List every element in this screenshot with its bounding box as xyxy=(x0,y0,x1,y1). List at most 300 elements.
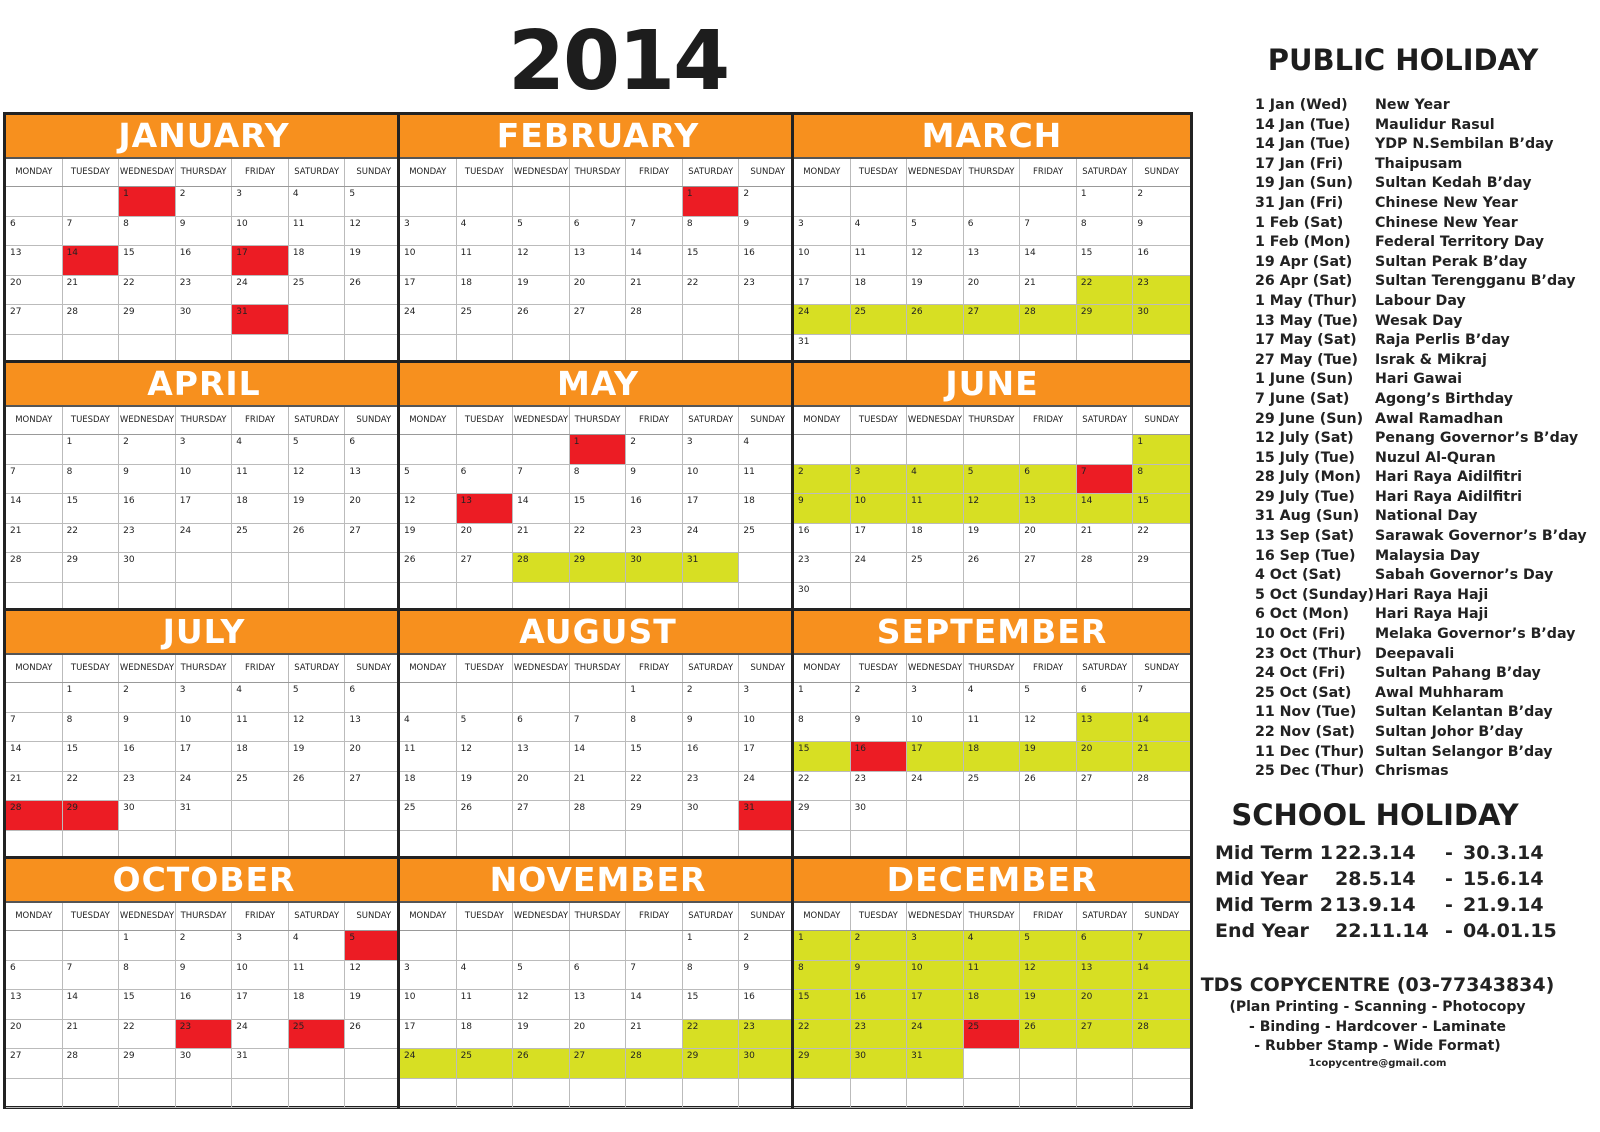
holiday-name: Maulidur Rasul xyxy=(1375,116,1495,133)
day-cell: 7 xyxy=(1020,217,1077,247)
holiday-row xyxy=(1255,370,1595,390)
day-cell: 27 xyxy=(1020,553,1077,583)
term-end: 15.6.14 xyxy=(1463,868,1544,890)
day-cell: 4 xyxy=(232,435,289,465)
day-cell: 7 xyxy=(1133,683,1190,713)
holiday-name: Federal Territory Day xyxy=(1375,234,1545,251)
weekday-label: TUESDAY xyxy=(457,159,514,186)
weekday-label: SUNDAY xyxy=(750,663,786,673)
day-cell: 17 xyxy=(400,276,457,306)
day-cell: 30 xyxy=(683,801,740,831)
day-cell: 26 xyxy=(907,305,964,335)
weekday-label: WEDNESDAY xyxy=(907,903,964,930)
empty-cell xyxy=(400,1079,457,1109)
weekday-label: MONDAY xyxy=(400,407,457,434)
school-holiday-row xyxy=(1215,840,1595,866)
day-cell: 2 xyxy=(739,931,796,961)
day-cell: 5 xyxy=(1020,683,1077,713)
month-name: DECEMBER xyxy=(794,859,1190,903)
empty-cell xyxy=(1020,1079,1077,1109)
day-cell: 31 xyxy=(176,801,233,831)
holiday-date: 24 Oct (Fri) xyxy=(1255,665,1346,682)
holiday-row xyxy=(1255,507,1595,527)
day-cell: 22 xyxy=(683,1020,740,1050)
day-cell: 9 xyxy=(794,494,851,524)
holiday-name: Malaysia Day xyxy=(1375,547,1480,564)
holiday-row xyxy=(1255,214,1595,234)
holiday-row xyxy=(1255,762,1595,782)
holiday-row xyxy=(1255,96,1595,116)
empty-cell xyxy=(6,435,63,465)
day-cell: 10 xyxy=(400,990,457,1020)
month-november xyxy=(397,856,799,1109)
day-cell: 11 xyxy=(851,246,908,276)
day-cell: 16 xyxy=(119,494,176,524)
term-name: Mid Term 1 xyxy=(1215,842,1333,864)
day-cell: 29 xyxy=(63,553,120,583)
day-cell: 13 xyxy=(570,246,627,276)
empty-cell xyxy=(626,931,683,961)
day-cell: 17 xyxy=(907,990,964,1020)
day-cell: 26 xyxy=(1020,1020,1077,1050)
day-cell: 7 xyxy=(626,961,683,991)
empty-cell xyxy=(570,187,627,217)
day-cell: 11 xyxy=(739,465,796,495)
weekday-header xyxy=(794,655,1190,683)
day-cell: 24 xyxy=(907,1020,964,1050)
empty-cell xyxy=(457,187,514,217)
weekday-label: SUNDAY xyxy=(1144,167,1180,177)
day-cell: 6 xyxy=(964,217,1021,247)
day-cell: 3 xyxy=(683,435,740,465)
weekday-header xyxy=(794,159,1190,187)
month-march xyxy=(791,112,1193,365)
day-cell: 10 xyxy=(907,713,964,743)
empty-cell xyxy=(400,187,457,217)
day-cell: 19 xyxy=(513,1020,570,1050)
weekday-label: MONDAY xyxy=(6,655,63,682)
day-cell: 27 xyxy=(345,524,402,554)
empty-cell xyxy=(794,187,851,217)
empty-cell xyxy=(513,435,570,465)
day-cell: 19 xyxy=(400,524,457,554)
holiday-date: 13 May (Tue) xyxy=(1255,312,1358,329)
day-cell: 8 xyxy=(119,217,176,247)
day-cell: 21 xyxy=(626,1020,683,1050)
day-cell: 24 xyxy=(176,524,233,554)
day-cell: 4 xyxy=(400,713,457,743)
holiday-date: 15 July (Tue) xyxy=(1255,449,1355,466)
empty-cell xyxy=(176,553,233,583)
day-cell: 30 xyxy=(119,553,176,583)
month-september xyxy=(791,608,1193,861)
empty-cell xyxy=(964,801,1021,831)
day-cell: 24 xyxy=(739,772,796,802)
day-cell: 23 xyxy=(626,524,683,554)
company-name: TDS COPYCENTRE (03-77343834) xyxy=(1200,974,1555,996)
holiday-row xyxy=(1255,155,1595,175)
day-cell: 20 xyxy=(457,524,514,554)
day-cell: 3 xyxy=(176,683,233,713)
holiday-date: 28 July (Mon) xyxy=(1255,469,1362,486)
day-cell: 8 xyxy=(119,961,176,991)
day-cell: 2 xyxy=(119,435,176,465)
day-grid xyxy=(794,187,1190,364)
day-cell: 14 xyxy=(1020,246,1077,276)
day-cell: 19 xyxy=(345,246,402,276)
day-cell: 12 xyxy=(907,246,964,276)
day-cell: 3 xyxy=(232,931,289,961)
day-cell: 9 xyxy=(739,217,796,247)
day-cell: 17 xyxy=(739,742,796,772)
term-start: 22.3.14 xyxy=(1335,842,1416,864)
day-cell: 31 xyxy=(683,553,740,583)
holiday-date: 1 Feb (Sat) xyxy=(1255,214,1344,231)
day-cell: 26 xyxy=(345,276,402,306)
day-cell: 15 xyxy=(119,246,176,276)
weekday-label: MONDAY xyxy=(6,903,63,930)
holiday-date: 19 Jan (Sun) xyxy=(1255,175,1353,192)
day-cell: 11 xyxy=(232,713,289,743)
month-name: OCTOBER xyxy=(6,859,402,903)
day-cell: 9 xyxy=(683,713,740,743)
day-cell: 21 xyxy=(6,772,63,802)
weekday-label: FRIDAY xyxy=(232,655,289,682)
day-cell: 29 xyxy=(683,1049,740,1079)
day-cell: 13 xyxy=(345,713,402,743)
day-cell: 25 xyxy=(400,801,457,831)
weekday-label: THURSDAY xyxy=(176,159,233,186)
day-cell: 19 xyxy=(513,276,570,306)
day-cell: 13 xyxy=(1077,961,1134,991)
weekday-label: SUNDAY xyxy=(1144,663,1180,673)
day-cell: 2 xyxy=(176,931,233,961)
empty-cell xyxy=(513,187,570,217)
day-cell: 4 xyxy=(964,931,1021,961)
holiday-row xyxy=(1255,488,1595,508)
day-cell: 25 xyxy=(907,553,964,583)
empty-cell xyxy=(513,683,570,713)
day-cell: 25 xyxy=(232,524,289,554)
day-cell: 6 xyxy=(345,683,402,713)
holiday-name: Melaka Governor’s B’day xyxy=(1375,626,1576,643)
day-cell: 8 xyxy=(683,217,740,247)
holiday-row xyxy=(1255,312,1595,332)
day-cell: 8 xyxy=(1133,465,1190,495)
weekday-label: SATURDAY xyxy=(1077,655,1134,682)
day-cell: 23 xyxy=(794,553,851,583)
day-cell: 13 xyxy=(6,246,63,276)
holiday-date: 7 June (Sat) xyxy=(1255,390,1350,407)
day-cell: 13 xyxy=(457,494,514,524)
holiday-name: Wesak Day xyxy=(1375,312,1463,329)
day-cell: 5 xyxy=(289,435,346,465)
day-cell: 20 xyxy=(1020,524,1077,554)
holiday-date: 19 Apr (Sat) xyxy=(1255,253,1353,270)
holiday-date: 17 May (Sat) xyxy=(1255,332,1357,349)
month-name: AUGUST xyxy=(400,611,796,655)
day-cell: 24 xyxy=(851,553,908,583)
day-cell: 18 xyxy=(907,524,964,554)
empty-cell xyxy=(570,1079,627,1109)
day-cell: 15 xyxy=(63,742,120,772)
day-cell: 11 xyxy=(232,465,289,495)
holiday-date: 12 July (Sat) xyxy=(1255,430,1354,447)
term-name: Mid Year xyxy=(1215,868,1308,890)
holiday-date: 22 Nov (Sat) xyxy=(1255,724,1356,740)
day-cell: 21 xyxy=(1133,990,1190,1020)
day-cell: 28 xyxy=(626,305,683,335)
day-cell: 22 xyxy=(1077,276,1134,306)
day-cell: 29 xyxy=(119,1049,176,1079)
day-cell: 16 xyxy=(851,742,908,772)
empty-cell xyxy=(232,801,289,831)
holiday-name: National Day xyxy=(1375,508,1478,525)
weekday-label: SUNDAY xyxy=(356,415,392,425)
day-cell: 3 xyxy=(400,217,457,247)
weekday-label: FRIDAY xyxy=(1020,903,1077,930)
day-cell: 23 xyxy=(1133,276,1190,306)
day-cell: 10 xyxy=(739,713,796,743)
weekday-label: MONDAY xyxy=(400,903,457,930)
day-cell: 18 xyxy=(400,772,457,802)
weekday-label: TUESDAY xyxy=(851,407,908,434)
holiday-name: Israk & Mikraj xyxy=(1375,351,1487,368)
day-cell: 21 xyxy=(626,276,683,306)
day-cell: 23 xyxy=(851,1020,908,1050)
day-cell: 10 xyxy=(232,961,289,991)
empty-cell xyxy=(345,801,402,831)
day-cell: 28 xyxy=(63,305,120,335)
day-cell: 5 xyxy=(289,683,346,713)
day-cell: 21 xyxy=(1077,524,1134,554)
weekday-label: SATURDAY xyxy=(683,159,740,186)
holiday-name: Thaipusam xyxy=(1375,155,1463,172)
empty-cell xyxy=(1020,801,1077,831)
day-cell: 11 xyxy=(400,742,457,772)
term-start: 28.5.14 xyxy=(1335,868,1416,890)
holiday-row xyxy=(1255,743,1595,763)
day-cell: 12 xyxy=(964,494,1021,524)
day-cell: 24 xyxy=(907,772,964,802)
weekday-label: SATURDAY xyxy=(1077,903,1134,930)
sidebar xyxy=(1200,0,1600,1132)
day-cell: 4 xyxy=(457,217,514,247)
empty-cell xyxy=(907,435,964,465)
month-name: APRIL xyxy=(6,363,402,407)
day-cell: 8 xyxy=(1077,217,1134,247)
day-cell: 13 xyxy=(513,742,570,772)
day-cell: 21 xyxy=(513,524,570,554)
empty-cell xyxy=(289,801,346,831)
empty-cell xyxy=(400,683,457,713)
day-cell: 6 xyxy=(1077,683,1134,713)
empty-cell xyxy=(739,553,796,583)
holiday-date: 27 May (Tue) xyxy=(1255,351,1358,368)
day-cell: 13 xyxy=(6,990,63,1020)
day-grid xyxy=(400,187,796,364)
day-grid xyxy=(794,435,1190,612)
weekday-label: WEDNESDAY xyxy=(513,655,570,682)
day-cell: 27 xyxy=(964,305,1021,335)
day-cell: 20 xyxy=(570,276,627,306)
day-cell: 15 xyxy=(794,742,851,772)
month-name: JANUARY xyxy=(6,115,402,159)
day-grid xyxy=(400,683,796,860)
day-cell: 20 xyxy=(345,742,402,772)
day-cell: 23 xyxy=(119,772,176,802)
day-cell: 19 xyxy=(1020,742,1077,772)
day-cell: 16 xyxy=(176,246,233,276)
holiday-row xyxy=(1255,625,1595,645)
day-cell: 5 xyxy=(457,713,514,743)
day-cell: 29 xyxy=(119,305,176,335)
day-cell: 5 xyxy=(1020,931,1077,961)
empty-cell xyxy=(907,187,964,217)
day-cell: 7 xyxy=(1133,931,1190,961)
holiday-row xyxy=(1255,233,1595,253)
weekday-header xyxy=(6,159,402,187)
empty-cell xyxy=(345,553,402,583)
empty-cell xyxy=(232,553,289,583)
day-cell: 14 xyxy=(513,494,570,524)
day-cell: 23 xyxy=(739,1020,796,1050)
holiday-name: Sultan Kelantan B’day xyxy=(1375,704,1553,721)
holiday-name: Sultan Johor B’day xyxy=(1375,724,1524,740)
day-cell: 11 xyxy=(964,961,1021,991)
day-cell: 3 xyxy=(400,961,457,991)
weekday-label: WEDNESDAY xyxy=(907,159,964,186)
holiday-name: Sultan Selangor B’day xyxy=(1375,743,1553,760)
day-cell: 27 xyxy=(6,305,63,335)
holiday-row xyxy=(1255,645,1595,665)
day-cell: 27 xyxy=(570,1049,627,1079)
day-cell: 12 xyxy=(513,990,570,1020)
day-cell: 18 xyxy=(289,246,346,276)
school-holiday-row xyxy=(1215,918,1595,944)
day-cell: 16 xyxy=(794,524,851,554)
day-cell: 18 xyxy=(457,276,514,306)
holiday-name: Sultan Terengganu B’day xyxy=(1375,273,1576,290)
weekday-header xyxy=(400,407,796,435)
weekday-label: THURSDAY xyxy=(964,159,1021,186)
day-cell: 22 xyxy=(794,772,851,802)
weekday-label: SATURDAY xyxy=(1077,407,1134,434)
weekday-label: SATURDAY xyxy=(683,407,740,434)
empty-cell xyxy=(176,1079,233,1109)
empty-cell xyxy=(1077,801,1134,831)
day-cell: 25 xyxy=(964,772,1021,802)
holiday-date: 25 Oct (Sat) xyxy=(1255,684,1352,701)
day-cell: 21 xyxy=(570,772,627,802)
empty-cell xyxy=(289,553,346,583)
services-line: - Binding - Hardcover - Laminate xyxy=(1249,1018,1506,1035)
empty-cell xyxy=(907,1079,964,1109)
day-cell: 13 xyxy=(964,246,1021,276)
day-cell: 26 xyxy=(345,1020,402,1050)
day-cell: 25 xyxy=(739,524,796,554)
day-cell: 29 xyxy=(1133,553,1190,583)
day-cell: 15 xyxy=(1133,494,1190,524)
empty-cell xyxy=(1020,435,1077,465)
weekday-label: MONDAY xyxy=(6,159,63,186)
empty-cell xyxy=(289,1079,346,1109)
month-name: SEPTEMBER xyxy=(794,611,1190,655)
day-cell: 11 xyxy=(964,713,1021,743)
day-cell: 9 xyxy=(176,217,233,247)
day-cell: 27 xyxy=(1077,772,1134,802)
day-cell: 18 xyxy=(232,494,289,524)
day-cell: 5 xyxy=(513,217,570,247)
holiday-name: Nuzul Al-Quran xyxy=(1375,449,1496,466)
day-cell: 7 xyxy=(513,465,570,495)
day-cell: 30 xyxy=(176,305,233,335)
day-cell: 12 xyxy=(1020,713,1077,743)
day-cell: 6 xyxy=(6,961,63,991)
day-cell: 13 xyxy=(1077,713,1134,743)
day-cell: 31 xyxy=(794,335,851,365)
day-cell: 22 xyxy=(1133,524,1190,554)
holiday-row xyxy=(1255,331,1595,351)
term-separator: - xyxy=(1445,868,1453,890)
empty-cell xyxy=(851,1079,908,1109)
weekday-label: TUESDAY xyxy=(851,655,908,682)
holiday-row xyxy=(1255,586,1595,606)
day-cell: 30 xyxy=(851,801,908,831)
weekday-label: WEDNESDAY xyxy=(513,407,570,434)
weekday-label: TUESDAY xyxy=(457,903,514,930)
day-cell: 8 xyxy=(63,713,120,743)
empty-cell xyxy=(289,1049,346,1079)
day-cell: 30 xyxy=(119,801,176,831)
day-cell: 9 xyxy=(176,961,233,991)
day-cell: 1 xyxy=(119,187,176,217)
empty-cell xyxy=(63,931,120,961)
day-cell: 1 xyxy=(683,931,740,961)
day-cell: 9 xyxy=(119,713,176,743)
term-name: Mid Term 2 xyxy=(1215,894,1333,916)
day-cell: 23 xyxy=(119,524,176,554)
holiday-row xyxy=(1255,292,1595,312)
day-cell: 28 xyxy=(570,801,627,831)
day-cell: 27 xyxy=(1077,1020,1134,1050)
month-may xyxy=(397,360,799,613)
weekday-label: TUESDAY xyxy=(457,407,514,434)
day-cell: 20 xyxy=(964,276,1021,306)
empty-cell xyxy=(794,435,851,465)
day-grid xyxy=(794,683,1190,860)
holiday-row xyxy=(1255,390,1595,410)
weekday-label: WEDNESDAY xyxy=(907,655,964,682)
day-cell: 14 xyxy=(626,990,683,1020)
day-cell: 4 xyxy=(232,683,289,713)
holiday-date: 29 June (Sun) xyxy=(1255,410,1364,427)
day-cell: 23 xyxy=(739,276,796,306)
day-cell: 1 xyxy=(794,683,851,713)
day-cell: 25 xyxy=(457,305,514,335)
day-cell: 18 xyxy=(289,990,346,1020)
weekday-header xyxy=(400,159,796,187)
day-cell: 1 xyxy=(570,435,627,465)
empty-cell xyxy=(232,1079,289,1109)
public-holiday-title: PUBLIC HOLIDAY xyxy=(1267,43,1539,77)
day-cell: 29 xyxy=(794,1049,851,1079)
weekday-label: MONDAY xyxy=(794,655,851,682)
day-cell: 14 xyxy=(626,246,683,276)
day-cell: 22 xyxy=(794,1020,851,1050)
day-cell: 14 xyxy=(63,990,120,1020)
school-holiday-title: SCHOOL HOLIDAY xyxy=(1231,798,1519,832)
